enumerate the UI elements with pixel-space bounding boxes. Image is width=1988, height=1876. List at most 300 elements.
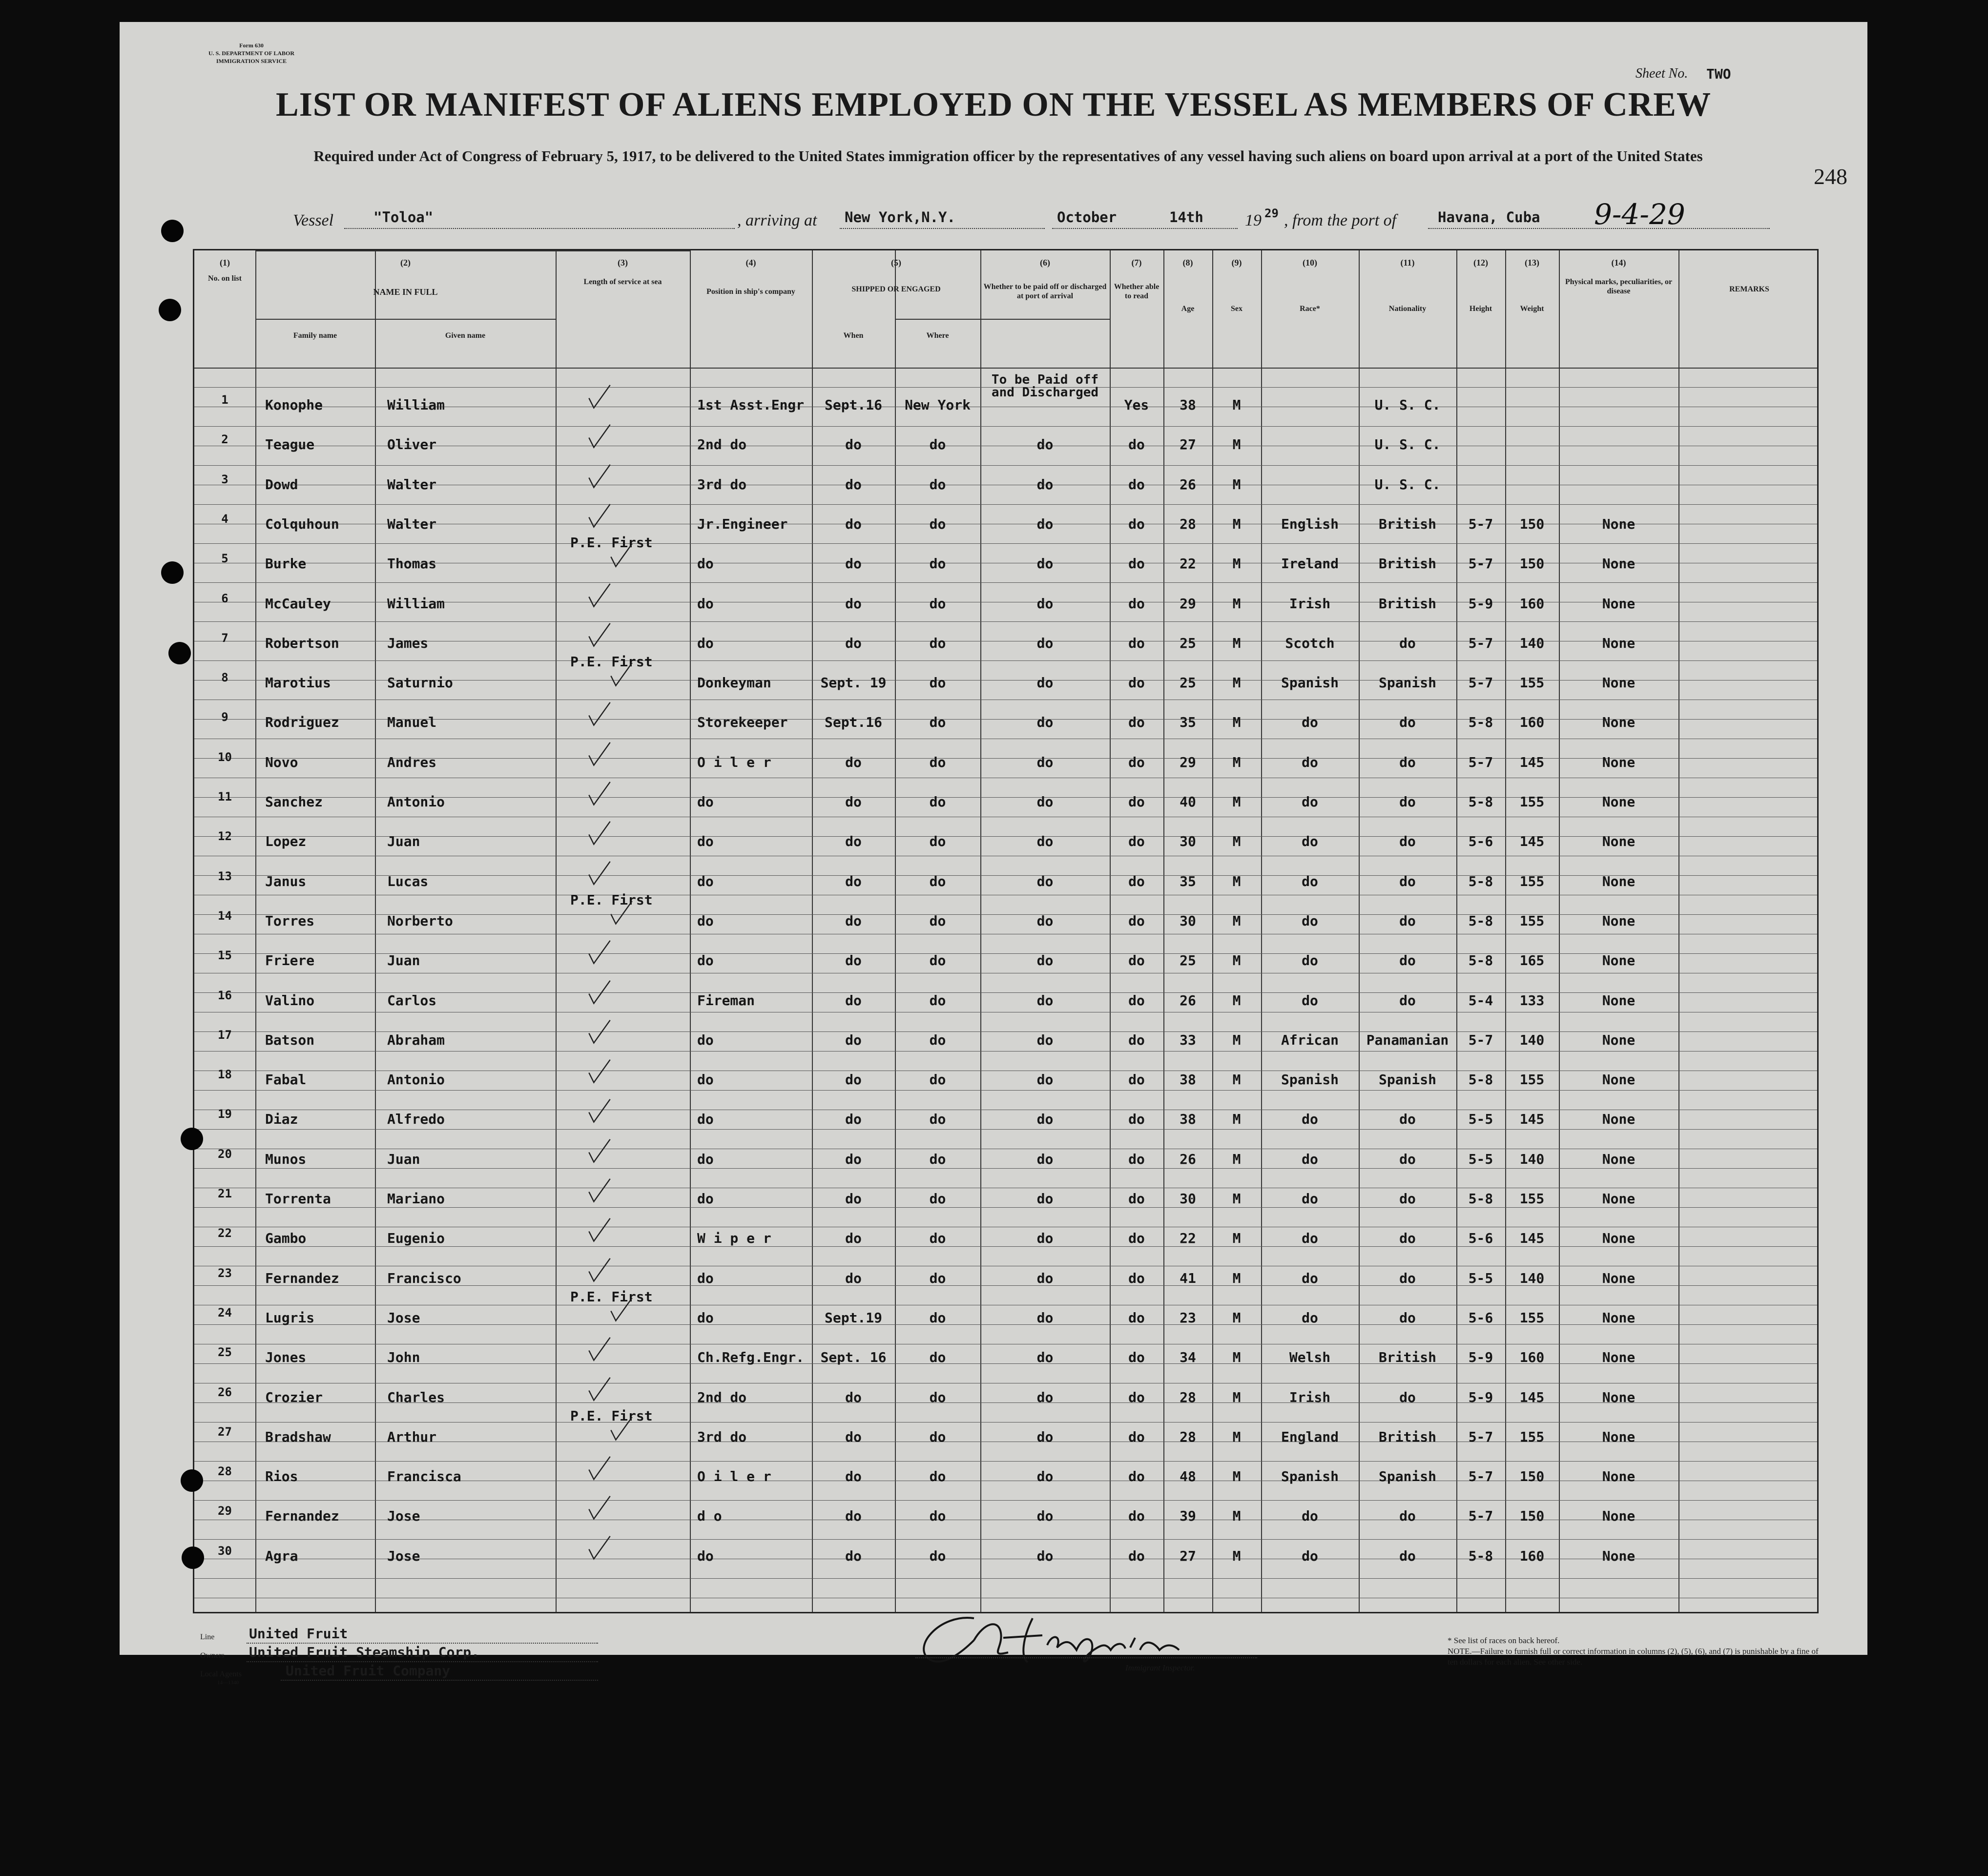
col-8-header: Age xyxy=(1181,305,1195,313)
sex: M xyxy=(1232,1429,1241,1445)
shipped-where: do xyxy=(929,873,946,889)
family-name: Agra xyxy=(265,1548,298,1564)
given-name: Jose xyxy=(387,1508,420,1524)
family-name: Lugris xyxy=(265,1310,315,1326)
family-name-header: Family name xyxy=(293,331,337,340)
paid-off: do xyxy=(1036,754,1054,770)
sex: M xyxy=(1232,873,1241,889)
age: 35 xyxy=(1180,873,1196,889)
vessel-name: "Toloa" xyxy=(373,209,434,226)
physical-marks: None xyxy=(1602,833,1636,849)
race: do xyxy=(1302,794,1318,810)
shipped-where: do xyxy=(929,476,946,493)
nationality: U. S. C. xyxy=(1374,476,1441,493)
paid-off: do xyxy=(1036,714,1054,730)
height: 5-5 xyxy=(1468,1151,1493,1167)
col-10-number: (10) xyxy=(1303,258,1317,268)
able-to-read: do xyxy=(1128,596,1145,612)
family-name: Valino xyxy=(265,992,315,1009)
shipped-where: do xyxy=(929,675,946,691)
checkmark-icon xyxy=(609,1414,634,1443)
shipped-when: do xyxy=(845,833,862,849)
shipped-when: do xyxy=(845,873,862,889)
family-name: Crozier xyxy=(265,1389,323,1405)
given-name: Juan xyxy=(387,1151,420,1167)
able-to-read: do xyxy=(1128,833,1145,849)
list-number: 20 xyxy=(218,1147,232,1161)
sex: M xyxy=(1232,1032,1241,1048)
race: do xyxy=(1302,1270,1318,1286)
list-number: 14 xyxy=(218,909,232,923)
binder-hole xyxy=(181,1469,203,1492)
given-name: William xyxy=(387,596,445,612)
shipped-when: do xyxy=(845,1191,862,1207)
race: Welsh xyxy=(1289,1349,1331,1365)
weight: 145 xyxy=(1519,1111,1545,1127)
given-name: William xyxy=(387,397,445,413)
ruling-line xyxy=(194,1246,1817,1247)
shipped-where: do xyxy=(929,1072,946,1088)
height: 5-5 xyxy=(1468,1111,1493,1127)
given-name: Walter xyxy=(387,516,437,532)
given-name: Francisco xyxy=(387,1270,461,1286)
sex: M xyxy=(1232,952,1241,969)
ship-position: Ch.Refg.Engr. xyxy=(697,1349,805,1365)
crew-table xyxy=(193,249,1819,1613)
shipped-when: do xyxy=(845,1389,862,1405)
race: do xyxy=(1302,1310,1318,1326)
ruling-line xyxy=(194,426,1817,427)
shipped-when: do xyxy=(845,1270,862,1286)
agents-value: United Fruit Company xyxy=(286,1663,451,1679)
physical-marks: None xyxy=(1602,714,1636,730)
race: do xyxy=(1302,754,1318,770)
nationality: Spanish xyxy=(1378,1072,1436,1088)
checkmark-icon xyxy=(609,1295,634,1324)
ruling-line xyxy=(194,543,1817,544)
physical-marks: None xyxy=(1602,556,1636,572)
col-1-number: (1) xyxy=(220,258,230,268)
physical-marks: None xyxy=(1602,1270,1636,1286)
nationality: do xyxy=(1399,1310,1416,1326)
shipped-when: Sept. 16 xyxy=(820,1349,887,1365)
checkmark-icon xyxy=(587,700,612,729)
weight: 155 xyxy=(1519,1191,1545,1207)
nationality: do xyxy=(1399,952,1416,969)
race: do xyxy=(1302,714,1318,730)
ruling-line xyxy=(194,504,1817,505)
nationality: do xyxy=(1399,1548,1416,1564)
sex: M xyxy=(1232,913,1241,929)
able-to-read: do xyxy=(1128,1111,1145,1127)
able-to-read: do xyxy=(1128,436,1145,453)
able-to-read: do xyxy=(1128,1429,1145,1445)
document-subtitle: Required under Act of Congress of February 5, 1917, to be delivered to the United States immigration officer by the representatives of any vessel having such aliens on board upon arrival at a port of the United States xyxy=(313,147,1703,165)
physical-marks: None xyxy=(1602,1310,1636,1326)
ship-position: do xyxy=(697,1548,714,1564)
paid-off: do xyxy=(1036,1111,1054,1127)
shipped-where: do xyxy=(929,1468,946,1484)
paid-off: do xyxy=(1036,596,1054,612)
shipped-when: do xyxy=(845,1072,862,1088)
owners-label: Owners xyxy=(200,1651,225,1660)
weight: 145 xyxy=(1519,754,1545,770)
able-to-read: do xyxy=(1128,635,1145,651)
weight: 160 xyxy=(1519,596,1545,612)
list-number: 25 xyxy=(218,1345,232,1359)
given-name: Eugenio xyxy=(387,1230,445,1246)
binder-hole xyxy=(159,299,181,321)
age: 30 xyxy=(1180,1191,1196,1207)
age: 38 xyxy=(1180,1111,1196,1127)
weight: 133 xyxy=(1519,992,1545,1009)
shipped-where: do xyxy=(929,1389,946,1405)
given-name: Arthur xyxy=(387,1429,437,1445)
list-number: 29 xyxy=(218,1504,232,1518)
able-to-read: do xyxy=(1128,952,1145,969)
sex: M xyxy=(1232,635,1241,651)
list-number: 6 xyxy=(221,592,228,605)
shipped-where: do xyxy=(929,1151,946,1167)
list-number: 7 xyxy=(221,631,228,645)
physical-marks: None xyxy=(1602,1191,1636,1207)
column-divider xyxy=(1359,250,1360,1612)
shipped-when: do xyxy=(845,476,862,493)
physical-marks: None xyxy=(1602,516,1636,532)
column-divider xyxy=(375,250,376,1612)
races-note: * See list of races on back hereof. xyxy=(1448,1636,1560,1645)
col-1-header: No. on list xyxy=(208,274,242,283)
vessel-label: Vessel xyxy=(293,211,334,229)
family-name: Diaz xyxy=(265,1111,298,1127)
weight: 140 xyxy=(1519,1270,1545,1286)
ship-position: 2nd do xyxy=(697,436,747,453)
family-name: Novo xyxy=(265,754,298,770)
list-number: 16 xyxy=(218,989,232,1002)
shipped-when: do xyxy=(845,516,862,532)
shipped-when: do xyxy=(845,952,862,969)
weight: 155 xyxy=(1519,1429,1545,1445)
shipped-when: do xyxy=(845,1508,862,1524)
race: do xyxy=(1302,992,1318,1009)
list-number: 15 xyxy=(218,948,232,962)
checkmark-icon xyxy=(587,819,612,848)
race: do xyxy=(1302,1230,1318,1246)
able-to-read: do xyxy=(1128,913,1145,929)
ship-position: do xyxy=(697,794,714,810)
checkmark-icon xyxy=(587,859,612,888)
form-id-block xyxy=(188,41,315,65)
ruling-line xyxy=(194,1578,1817,1579)
paid-off: do xyxy=(1036,675,1054,691)
height: 5-7 xyxy=(1468,1508,1493,1524)
nationality: do xyxy=(1399,1230,1416,1246)
given-name: Antonio xyxy=(387,794,445,810)
weight: 155 xyxy=(1519,913,1545,929)
col-9-header: Sex xyxy=(1231,305,1242,313)
paid-off: do xyxy=(1036,1032,1054,1048)
paid-off: do xyxy=(1036,436,1054,453)
arrival-month: October xyxy=(1057,209,1117,226)
family-name: Robertson xyxy=(265,635,339,651)
family-name: Marotius xyxy=(265,675,331,691)
height: 5-7 xyxy=(1468,556,1493,572)
col-5-header: SHIPPED OR ENGAGED xyxy=(851,285,941,293)
given-name-header: Given name xyxy=(445,331,486,340)
list-number: 9 xyxy=(221,710,228,724)
shipped-when: do xyxy=(845,1032,862,1048)
given-name: Norberto xyxy=(387,913,453,929)
shipped-when: Sept.19 xyxy=(824,1310,882,1326)
physical-marks: None xyxy=(1602,1468,1636,1484)
height: 5-7 xyxy=(1468,754,1493,770)
ship-position: 2nd do xyxy=(697,1389,747,1405)
shipped-where: do xyxy=(929,1230,946,1246)
age: 28 xyxy=(1180,516,1196,532)
weight: 155 xyxy=(1519,1072,1545,1088)
shipped-where: do xyxy=(929,714,946,730)
sex: M xyxy=(1232,833,1241,849)
col-12-header: Height xyxy=(1469,305,1492,313)
height: 5-6 xyxy=(1468,1310,1493,1326)
family-name: Fernandez xyxy=(265,1270,339,1286)
checkmark-icon xyxy=(587,620,612,650)
weight: 140 xyxy=(1519,1032,1545,1048)
shipped-where: do xyxy=(929,596,946,612)
race: do xyxy=(1302,1548,1318,1564)
given-name: Juan xyxy=(387,952,420,969)
able-to-read: do xyxy=(1128,754,1145,770)
given-name: Jose xyxy=(387,1548,420,1564)
page-number: 248 xyxy=(1814,164,1847,189)
shipped-when-header: When xyxy=(843,331,864,340)
agents-label: Local Agents xyxy=(200,1670,242,1678)
family-name: McCauley xyxy=(265,596,331,612)
height: 5-9 xyxy=(1468,596,1493,612)
ship-position: 1st Asst.Engr xyxy=(697,397,805,413)
nationality: British xyxy=(1378,556,1436,572)
column-divider xyxy=(690,250,691,1612)
ship-position: do xyxy=(697,1111,714,1127)
weight: 160 xyxy=(1519,1548,1545,1564)
able-to-read: do xyxy=(1128,873,1145,889)
shipped-when: Sept. 19 xyxy=(820,675,887,691)
checkmark-icon xyxy=(587,978,612,1007)
height: 5-8 xyxy=(1468,952,1493,969)
age: 25 xyxy=(1180,635,1196,651)
race: Scotch xyxy=(1285,635,1335,651)
age: 22 xyxy=(1180,1230,1196,1246)
arriving-port: New York,N.Y. xyxy=(845,209,955,226)
list-number: 18 xyxy=(218,1068,232,1081)
col-10-header: Race* xyxy=(1300,305,1320,313)
physical-marks: None xyxy=(1602,1111,1636,1127)
col-2-number: (2) xyxy=(400,258,411,268)
ship-position: d o xyxy=(697,1508,722,1524)
ruling-line xyxy=(194,1207,1817,1208)
binder-hole xyxy=(182,1546,204,1569)
document-title: LIST OR MANIFEST OF ALIENS EMPLOYED ON THE VESSEL AS MEMBERS OF CREW xyxy=(276,86,1711,124)
able-to-read: Yes xyxy=(1124,397,1149,413)
nationality: do xyxy=(1399,1151,1416,1167)
height: 5-7 xyxy=(1468,1032,1493,1048)
header-subdivider xyxy=(255,250,690,251)
physical-marks: None xyxy=(1602,675,1636,691)
paid-off: do xyxy=(1036,1230,1054,1246)
shipped-where: do xyxy=(929,1349,946,1365)
paid-off: do xyxy=(1036,1191,1054,1207)
paid-off: do xyxy=(1036,516,1054,532)
able-to-read: do xyxy=(1128,1310,1145,1326)
shipped-when: do xyxy=(845,1111,862,1127)
checkmark-icon xyxy=(587,1256,612,1285)
ruling-line xyxy=(194,1461,1817,1462)
weight: 155 xyxy=(1519,794,1545,810)
weight: 150 xyxy=(1519,1508,1545,1524)
binder-hole xyxy=(168,642,191,664)
col-9-number: (9) xyxy=(1231,258,1242,268)
shipped-where: do xyxy=(929,754,946,770)
height: 5-7 xyxy=(1468,635,1493,651)
race: Irish xyxy=(1289,596,1331,612)
nationality: do xyxy=(1399,833,1416,849)
ship-position: do xyxy=(697,873,714,889)
family-name: Teague xyxy=(265,436,315,453)
sex: M xyxy=(1232,556,1241,572)
shipped-where: do xyxy=(929,635,946,651)
family-name: Rios xyxy=(265,1468,298,1484)
arrival-day: 14th xyxy=(1169,209,1203,226)
age: 48 xyxy=(1180,1468,1196,1484)
age: 26 xyxy=(1180,1151,1196,1167)
list-number: 24 xyxy=(218,1306,232,1319)
family-name: Batson xyxy=(265,1032,315,1048)
weight: 155 xyxy=(1519,675,1545,691)
col-13-header: Weight xyxy=(1520,305,1544,313)
sheet-label: Sheet No. xyxy=(1636,66,1688,81)
shipped-when: do xyxy=(845,436,862,453)
shipped-when: do xyxy=(845,596,862,612)
service-length: P.E. First xyxy=(570,654,653,670)
race: do xyxy=(1302,952,1318,969)
family-name: Jones xyxy=(265,1349,307,1365)
ship-position: do xyxy=(697,556,714,572)
nationality: U. S. C. xyxy=(1374,436,1441,453)
given-name: Antonio xyxy=(387,1072,445,1088)
able-to-read: do xyxy=(1128,1032,1145,1048)
ship-position: do xyxy=(697,596,714,612)
able-to-read: do xyxy=(1128,1151,1145,1167)
age: 26 xyxy=(1180,992,1196,1009)
shipped-when: Sept.16 xyxy=(824,397,882,413)
form-code: 14—1340 xyxy=(217,1680,239,1686)
family-name: Janus xyxy=(265,873,307,889)
ship-position: do xyxy=(697,1310,714,1326)
age: 41 xyxy=(1180,1270,1196,1286)
ruling-line xyxy=(194,582,1817,583)
checkmark-icon xyxy=(587,740,612,769)
family-name: Sanchez xyxy=(265,794,323,810)
list-number: 12 xyxy=(218,829,232,843)
shipped-where: do xyxy=(929,1429,946,1445)
able-to-read: do xyxy=(1128,1072,1145,1088)
ruling-line xyxy=(194,621,1817,622)
race: do xyxy=(1302,833,1318,849)
owners-value: United Fruit Steamship Corp. xyxy=(249,1644,480,1660)
list-number: 13 xyxy=(218,869,232,883)
sex: M xyxy=(1232,1389,1241,1405)
checkmark-icon xyxy=(587,1335,612,1364)
line-value: United Fruit xyxy=(249,1626,348,1642)
given-name: Juan xyxy=(387,833,420,849)
sex: M xyxy=(1232,794,1241,810)
ruling-line xyxy=(194,1090,1817,1091)
col-11-header: Nationality xyxy=(1388,305,1427,313)
given-name: Alfredo xyxy=(387,1111,445,1127)
nationality: British xyxy=(1378,1349,1436,1365)
shipped-where: do xyxy=(929,436,946,453)
column-divider xyxy=(1261,250,1262,1612)
age: 23 xyxy=(1180,1310,1196,1326)
shipped-when: do xyxy=(845,1151,862,1167)
sex: M xyxy=(1232,1111,1241,1127)
race: do xyxy=(1302,1508,1318,1524)
ship-position: do xyxy=(697,913,714,929)
checkmark-icon xyxy=(587,422,612,451)
nationality: do xyxy=(1399,714,1416,730)
nationality: do xyxy=(1399,1191,1416,1207)
family-name: Dowd xyxy=(265,476,298,493)
height: 5-9 xyxy=(1468,1389,1493,1405)
inspector-signature-icon xyxy=(901,1604,1282,1672)
nationality: Spanish xyxy=(1378,1468,1436,1484)
nationality: British xyxy=(1378,596,1436,612)
race: Spanish xyxy=(1281,1072,1339,1088)
nationality: Panamanian xyxy=(1366,1032,1449,1048)
paid-off: do xyxy=(1036,1389,1054,1405)
given-name: Charles xyxy=(387,1389,445,1405)
nationality: British xyxy=(1378,516,1436,532)
paid-off: do xyxy=(1036,913,1054,929)
shipped-when: do xyxy=(845,635,862,651)
height: 5-7 xyxy=(1468,516,1493,532)
weight: 145 xyxy=(1519,833,1545,849)
paid-off: do xyxy=(1036,1072,1054,1088)
able-to-read: do xyxy=(1128,516,1145,532)
nationality: do xyxy=(1399,1389,1416,1405)
ship-position: do xyxy=(697,1151,714,1167)
sex: M xyxy=(1232,992,1241,1009)
col-13-number: (13) xyxy=(1525,258,1539,268)
physical-marks: None xyxy=(1602,596,1636,612)
service-length: P.E. First xyxy=(570,892,653,908)
paid-off: do xyxy=(1036,635,1054,651)
race: Ireland xyxy=(1281,556,1339,572)
col-11-number: (11) xyxy=(1400,258,1415,268)
ruling-line xyxy=(194,465,1817,466)
shipped-where: do xyxy=(929,1191,946,1207)
able-to-read: do xyxy=(1128,1191,1145,1207)
checkmark-icon xyxy=(587,462,612,491)
physical-marks: None xyxy=(1602,1389,1636,1405)
sheet-number: TWO xyxy=(1706,66,1731,82)
shipped-where: do xyxy=(929,1270,946,1286)
sex: M xyxy=(1232,1349,1241,1365)
ship-position: do xyxy=(697,1191,714,1207)
race: do xyxy=(1302,1151,1318,1167)
ship-position: Donkeyman xyxy=(697,675,771,691)
physical-marks: None xyxy=(1602,1151,1636,1167)
